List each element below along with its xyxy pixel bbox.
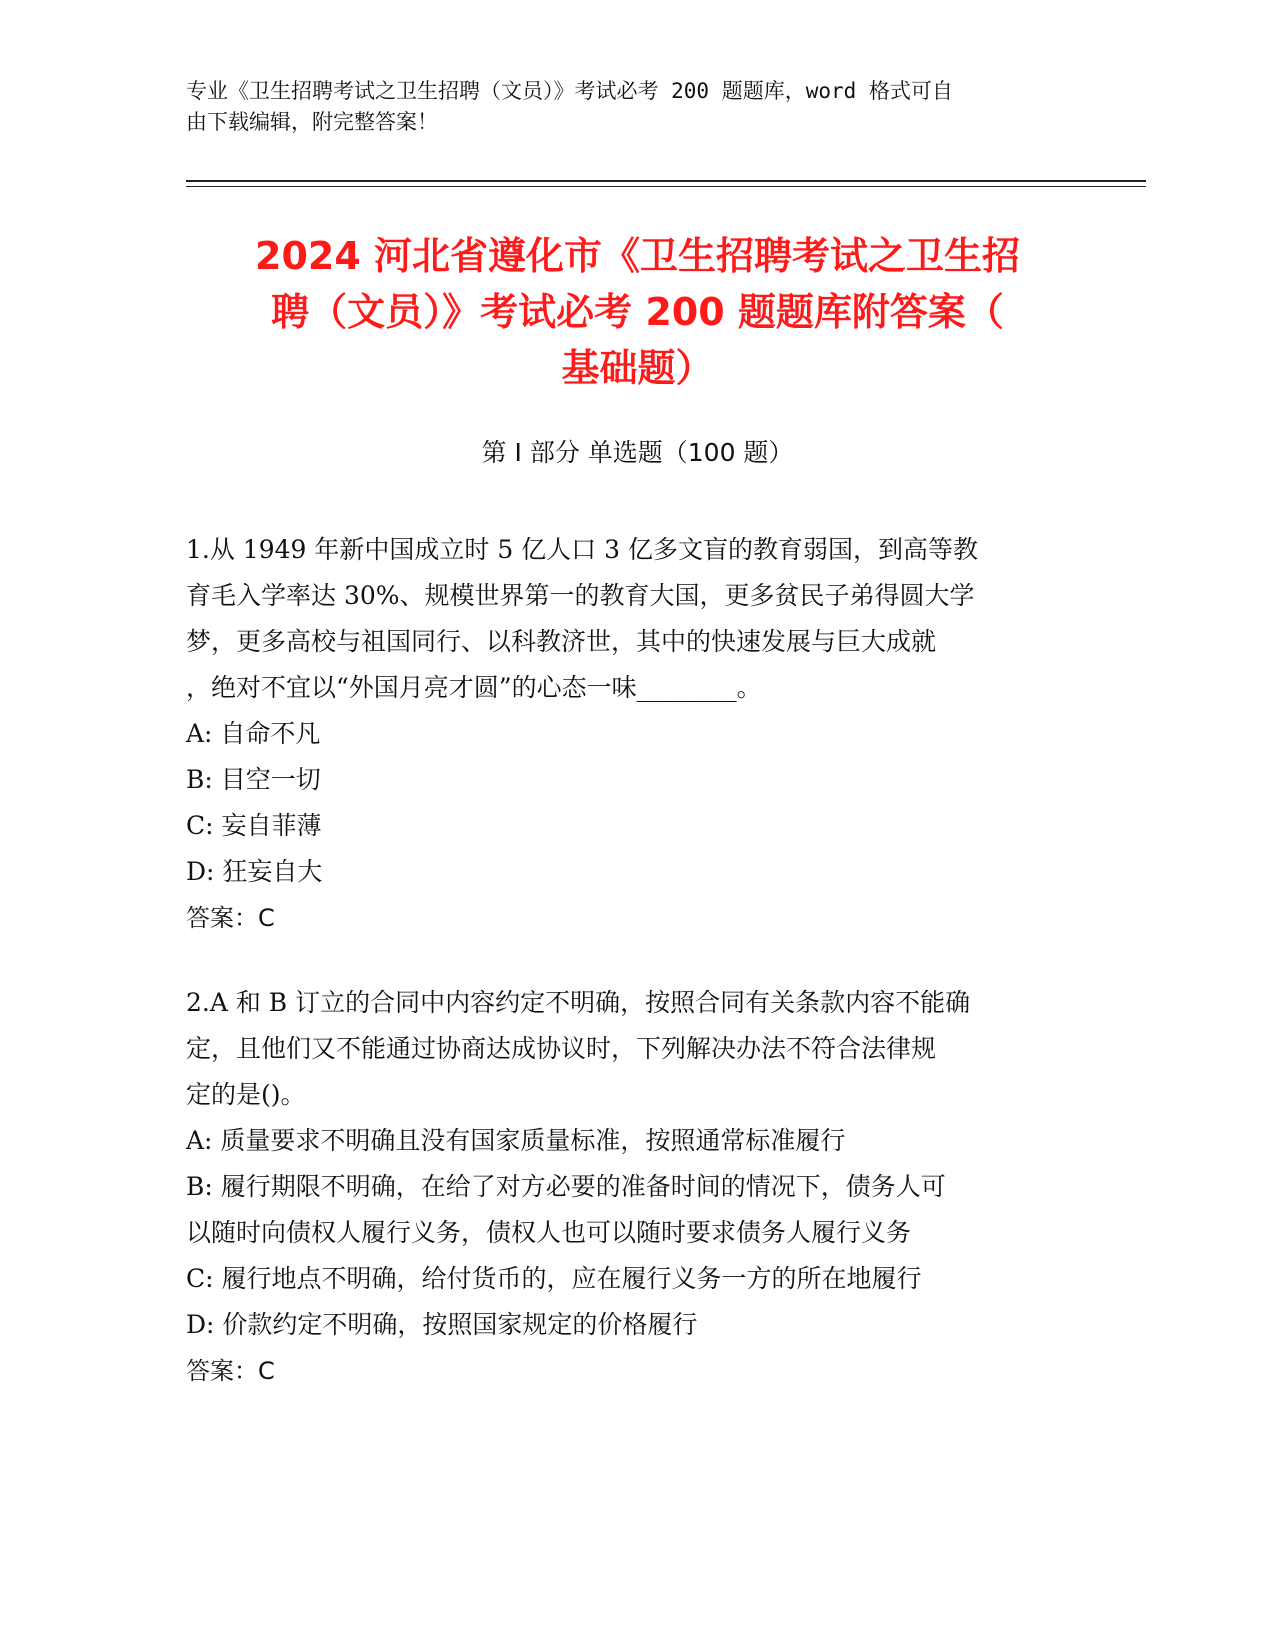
option-a: A: 自命不凡 xyxy=(186,719,321,748)
answer-line: 答案：C xyxy=(186,1357,275,1385)
option-d: D: 狂妄自大 xyxy=(186,857,323,886)
option-b: B: 履行期限不明确，在给了对方必要的准备时间的情况下，债务人可 xyxy=(186,1172,946,1201)
title-line: 基础题） xyxy=(561,346,714,390)
question-stem-line: 梦，更多高校与祖国同行、以科教济世，其中的快速发展与巨大成就 xyxy=(186,627,937,656)
section-title: 第 I 部分 单选题（100 题） xyxy=(481,438,794,467)
question-stem-line: 定，且他们又不能通过协商达成协议时，下列解决办法不符合法律规 xyxy=(186,1034,937,1063)
question-block xyxy=(186,527,1086,941)
document-title xyxy=(150,228,1125,396)
header-note xyxy=(186,76,1086,138)
question-stem-line: 育毛入学率达 30%、规模世界第一的教育大国，更多贫民子弟得圆大学 xyxy=(186,581,975,610)
option-b: B: 目空一切 xyxy=(186,765,321,794)
option-a: A: 质量要求不明确且没有国家质量标准，按照通常标准履行 xyxy=(186,1126,846,1155)
question-block xyxy=(186,980,1086,1394)
question-stem-line: 定的是()。 xyxy=(186,1080,306,1109)
header-note-line: 专业《卫生招聘考试之卫生招聘（文员）》考试必考 200 题题库，word 格式可自 xyxy=(186,79,953,103)
header-divider-thin xyxy=(186,186,1146,187)
option-b-continued: 以随时向债权人履行义务，债权人也可以随时要求债务人履行义务 xyxy=(186,1218,912,1247)
answer-line: 答案：C xyxy=(186,904,275,932)
option-d: D: 价款约定不明确，按照国家规定的价格履行 xyxy=(186,1310,698,1339)
question-stem-line: 1.从 1949 年新中国成立时 5 亿人口 3 亿多文盲的教育弱国，到高等教 xyxy=(186,535,978,564)
question-stem-line: 2.A 和 B 订立的合同中内容约定不明确，按照合同有关条款内容不能确 xyxy=(186,988,971,1017)
header-divider xyxy=(186,180,1146,182)
title-line: 2024 河北省遵化市《卫生招聘考试之卫生招 xyxy=(255,234,1020,278)
option-c: C: 妄自菲薄 xyxy=(186,811,322,840)
question-stem-line: ，绝对不宜以“外国月亮才圆”的心态一味________。 xyxy=(186,673,762,702)
header-note-line: 由下载编辑，附完整答案！ xyxy=(186,110,438,134)
option-c: C: 履行地点不明确，给付货币的，应在履行义务一方的所在地履行 xyxy=(186,1264,922,1293)
title-line: 聘（文员）》考试必考 200 题题库附答案（ xyxy=(271,290,1004,334)
